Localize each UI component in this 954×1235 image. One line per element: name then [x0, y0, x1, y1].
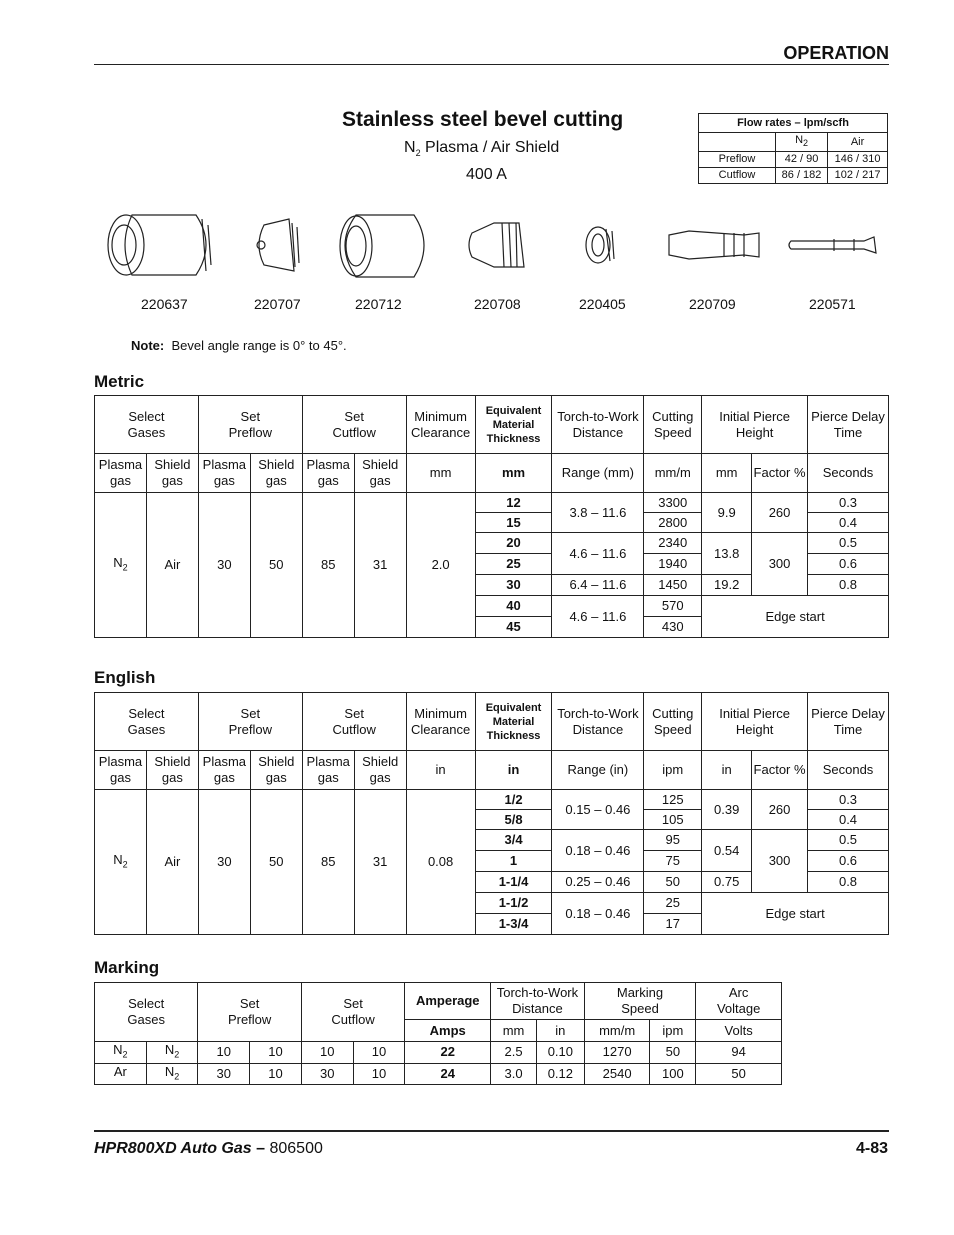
electrode-icon — [669, 231, 759, 259]
factor-value: 260 — [752, 790, 808, 830]
header-arc-voltage: Arc Voltage — [696, 983, 782, 1020]
speed-value: 125 — [644, 790, 702, 810]
pierce-height-value: 0.54 — [702, 830, 752, 872]
delay-value: 0.4 — [808, 810, 889, 830]
unit-seconds: Seconds — [808, 454, 889, 493]
marking-voltage: 50 — [696, 1063, 782, 1085]
speed-value: 25 — [644, 893, 702, 914]
thickness-value: 20 — [475, 533, 552, 554]
edge-start-cell: Edge start — [702, 596, 889, 638]
subheader-plasma-gas: Plasma gas — [302, 751, 354, 790]
delay-value: 0.5 — [808, 533, 889, 554]
speed-value: 3300 — [644, 493, 702, 513]
plasma-gas-value: $N_2$ — [95, 790, 147, 935]
flow-value: 42 / 90 — [776, 152, 828, 168]
marking-speed-mmm: 1270 — [584, 1042, 650, 1064]
footer-manual-title: HPR800XD Auto Gas – 806500 — [94, 1140, 323, 1157]
flow-value: 86 / 182 — [776, 168, 828, 184]
cutflow-shield-value: 31 — [354, 493, 406, 638]
marking-speed-mmm: 2540 — [584, 1063, 650, 1085]
unit-ipm: ipm — [650, 1020, 696, 1042]
plasma-gas-value: $N_2$ — [95, 493, 147, 638]
unit-volts: Volts — [696, 1020, 782, 1042]
speed-value: 75 — [644, 851, 702, 872]
range-value: 6.4 – 11.6 — [552, 575, 644, 596]
thickness-value: 45 — [475, 617, 552, 638]
header-min-clearance: Minimum Clearance — [406, 396, 475, 454]
min-clearance-value: 0.08 — [406, 790, 475, 935]
header-pierce-delay: Pierce Delay Time — [808, 693, 889, 751]
header-torch-to-work: Torch-to-Work Distance — [491, 983, 585, 1020]
header-amperage: Amperage — [405, 983, 491, 1020]
header-marking-speed: Marking Speed — [584, 983, 696, 1020]
header-torch-to-work: Torch-to-Work Distance — [552, 693, 644, 751]
header-initial-pierce-height: Initial Pierce Height — [702, 396, 808, 454]
range-value: 4.6 – 11.6 — [552, 596, 644, 638]
speed-value: 1940 — [644, 554, 702, 575]
range-value: 0.18 – 0.46 — [552, 893, 644, 935]
flow-col-air: Air — [828, 133, 888, 152]
thickness-value: 3/4 — [475, 830, 552, 851]
speed-value: 95 — [644, 830, 702, 851]
flow-value: 146 / 310 — [828, 152, 888, 168]
shield-icon — [108, 215, 211, 275]
range-value: 0.25 – 0.46 — [552, 872, 644, 893]
pierce-height-value: 19.2 — [702, 575, 752, 596]
bevel-note: Note: Bevel angle range is 0° to 45°. — [131, 338, 347, 353]
marking-shield-gas: $N_2$ — [146, 1042, 198, 1064]
marking-plasma-gas: $N_2$ — [95, 1042, 147, 1064]
part-number: 220707 — [254, 296, 301, 312]
retaining-cap-icon — [340, 215, 424, 277]
thickness-value: 5/8 — [475, 810, 552, 830]
subheader-shield-gas: Shield gas — [354, 454, 406, 493]
unit-seconds: Seconds — [808, 751, 889, 790]
page-number: 4-83 — [855, 1140, 888, 1157]
speed-value: 50 — [644, 872, 702, 893]
speed-value: 105 — [644, 810, 702, 830]
marking-speed-ipm: 100 — [650, 1063, 696, 1085]
header-set-cutflow: Set Cutflow — [301, 983, 404, 1042]
part-number: 220637 — [141, 296, 188, 312]
thickness-value: 25 — [475, 554, 552, 575]
speed-value: 17 — [644, 914, 702, 935]
subheader-shield-gas: Shield gas — [250, 751, 302, 790]
swirl-ring-icon — [586, 227, 614, 263]
header-select-gases: Select Gases — [95, 693, 199, 751]
marking-shield-gas: $N_2$ — [146, 1063, 198, 1085]
speed-value: 1450 — [644, 575, 702, 596]
thickness-value: 1-1/2 — [475, 893, 552, 914]
nozzle-icon — [469, 223, 524, 267]
part-number: 220708 — [474, 296, 521, 312]
header-set-preflow: Set Preflow — [198, 983, 301, 1042]
subheader-shield-gas: Shield gas — [250, 454, 302, 493]
subheader-plasma-gas: Plasma gas — [95, 454, 147, 493]
unit-factor: Factor % — [752, 454, 808, 493]
pierce-height-value: 0.75 — [702, 872, 752, 893]
subheader-shield-gas: Shield gas — [146, 454, 198, 493]
marking-table — [94, 982, 782, 1085]
range-value: 3.8 – 11.6 — [552, 493, 644, 533]
amperage-subtitle: 400 A — [466, 166, 507, 183]
header-rule — [94, 64, 889, 65]
delay-value: 0.6 — [808, 554, 889, 575]
flow-rates-caption: Flow rates – lpm/scfh — [699, 114, 888, 133]
flow-rates-table — [698, 113, 888, 184]
part-number: 220405 — [579, 296, 626, 312]
section-title: OPERATION — [783, 43, 889, 63]
unit-min-clearance: mm — [406, 454, 475, 493]
range-value: 4.6 – 11.6 — [552, 533, 644, 575]
thickness-value: 15 — [475, 513, 552, 533]
subheader-shield-gas: Shield gas — [354, 751, 406, 790]
factor-value: 260 — [752, 493, 808, 533]
subheader-plasma-gas: Plasma gas — [95, 751, 147, 790]
delay-value: 0.3 — [808, 790, 889, 810]
unit-speed: ipm — [644, 751, 702, 790]
flow-col-n2: $N_2$ — [776, 133, 828, 152]
header-cutting-speed: Cutting Speed — [644, 396, 702, 454]
header-pierce-delay: Pierce Delay Time — [808, 396, 889, 454]
shield-gas-value: Air — [146, 790, 198, 935]
marking-voltage: 94 — [696, 1042, 782, 1064]
header-set-preflow: Set Preflow — [198, 396, 302, 454]
subheader-shield-gas: Shield gas — [146, 751, 198, 790]
part-number: 220709 — [689, 296, 736, 312]
marking-cutflow-shield: 10 — [353, 1042, 405, 1064]
unit-amps: Amps — [405, 1020, 491, 1042]
header-cutting-speed: Cutting Speed — [644, 693, 702, 751]
metric-heading: Metric — [94, 372, 145, 391]
consumable-parts-illustration — [94, 205, 889, 310]
preflow-shield-value: 50 — [250, 493, 302, 638]
english-table — [94, 692, 889, 935]
factor-value: 300 — [752, 533, 808, 596]
unit-mm: mm — [491, 1020, 537, 1042]
part-number: 220571 — [809, 296, 856, 312]
flow-value: 102 / 217 — [828, 168, 888, 184]
header-torch-to-work: Torch-to-Work Distance — [552, 396, 644, 454]
unit-pierce: in — [702, 751, 752, 790]
thickness-value: 1 — [475, 851, 552, 872]
marking-amps: 22 — [405, 1042, 491, 1064]
pierce-height-value: 0.39 — [702, 790, 752, 830]
marking-plasma-gas: Ar — [95, 1063, 147, 1085]
water-tube-icon — [789, 237, 876, 253]
marking-speed-ipm: 50 — [650, 1042, 696, 1064]
unit-min-clearance: in — [406, 751, 475, 790]
factor-value: 300 — [752, 830, 808, 893]
header-equivalent-thickness: Equivalent Material Thickness — [475, 396, 552, 454]
page-title: Stainless steel bevel cutting — [342, 108, 624, 131]
part-number: 220712 — [355, 296, 402, 312]
flow-row-label: Preflow — [699, 152, 776, 168]
cutflow-plasma-value: 85 — [302, 493, 354, 638]
process-subtitle: $N_2$ Plasma / Air Shield — [404, 139, 560, 159]
preflow-plasma-value: 30 — [198, 790, 250, 935]
flow-row-label: Cutflow — [699, 168, 776, 184]
delay-value: 0.5 — [808, 830, 889, 851]
unit-range: Range (mm) — [552, 454, 644, 493]
shield-gas-value: Air — [146, 493, 198, 638]
thickness-value: 30 — [475, 575, 552, 596]
header-min-clearance: Minimum Clearance — [406, 693, 475, 751]
unit-factor: Factor % — [752, 751, 808, 790]
marking-distance-in: 0.12 — [536, 1063, 584, 1085]
header-initial-pierce-height: Initial Pierce Height — [702, 693, 808, 751]
english-heading: English — [94, 668, 156, 687]
preflow-plasma-value: 30 — [198, 493, 250, 638]
edge-start-cell: Edge start — [702, 893, 889, 935]
header-equivalent-thickness: Equivalent Material Thickness — [475, 693, 552, 751]
thickness-value: 1-3/4 — [475, 914, 552, 935]
cutflow-plasma-value: 85 — [302, 790, 354, 935]
header-set-cutflow: Set Cutflow — [302, 693, 406, 751]
thickness-value: 1-1/4 — [475, 872, 552, 893]
speed-value: 570 — [644, 596, 702, 617]
subheader-plasma-gas: Plasma gas — [198, 751, 250, 790]
unit-thickness: mm — [475, 454, 552, 493]
thickness-value: 1/2 — [475, 790, 552, 810]
marking-cutflow-shield: 10 — [353, 1063, 405, 1085]
delay-value: 0.8 — [808, 575, 889, 596]
marking-distance-mm: 2.5 — [491, 1042, 537, 1064]
delay-value: 0.8 — [808, 872, 889, 893]
marking-preflow-shield: 10 — [250, 1042, 302, 1064]
unit-in: in — [536, 1020, 584, 1042]
header-set-preflow: Set Preflow — [198, 693, 302, 751]
speed-value: 2800 — [644, 513, 702, 533]
speed-value: 2340 — [644, 533, 702, 554]
delay-value: 0.6 — [808, 851, 889, 872]
unit-thickness: in — [475, 751, 552, 790]
marking-preflow-plasma: 10 — [198, 1042, 250, 1064]
header-set-cutflow: Set Cutflow — [302, 396, 406, 454]
unit-speed: mm/m — [644, 454, 702, 493]
marking-preflow-shield: 10 — [250, 1063, 302, 1085]
marking-cutflow-plasma: 10 — [301, 1042, 353, 1064]
marking-preflow-plasma: 30 — [198, 1063, 250, 1085]
marking-distance-in: 0.10 — [536, 1042, 584, 1064]
subheader-plasma-gas: Plasma gas — [302, 454, 354, 493]
marking-cutflow-plasma: 30 — [301, 1063, 353, 1085]
thickness-value: 40 — [475, 596, 552, 617]
marking-distance-mm: 3.0 — [491, 1063, 537, 1085]
unit-range: Range (in) — [552, 751, 644, 790]
marking-amps: 24 — [405, 1063, 491, 1085]
footer-rule — [94, 1130, 889, 1132]
marking-heading: Marking — [94, 958, 160, 977]
delay-value: 0.3 — [808, 493, 889, 513]
unit-pierce: mm — [702, 454, 752, 493]
speed-value: 430 — [644, 617, 702, 638]
range-value: 0.15 – 0.46 — [552, 790, 644, 830]
pierce-height-value: 9.9 — [702, 493, 752, 533]
nozzle-retaining-cap-icon — [257, 219, 299, 271]
pierce-height-value: 13.8 — [702, 533, 752, 575]
min-clearance-value: 2.0 — [406, 493, 475, 638]
range-value: 0.18 – 0.46 — [552, 830, 644, 872]
thickness-value: 12 — [475, 493, 552, 513]
subheader-plasma-gas: Plasma gas — [198, 454, 250, 493]
metric-table — [94, 395, 889, 638]
preflow-shield-value: 50 — [250, 790, 302, 935]
header-select-gases: Select Gases — [95, 983, 198, 1042]
header-select-gases: Select Gases — [95, 396, 199, 454]
unit-mmm: mm/m — [584, 1020, 650, 1042]
delay-value: 0.4 — [808, 513, 889, 533]
cutflow-shield-value: 31 — [354, 790, 406, 935]
